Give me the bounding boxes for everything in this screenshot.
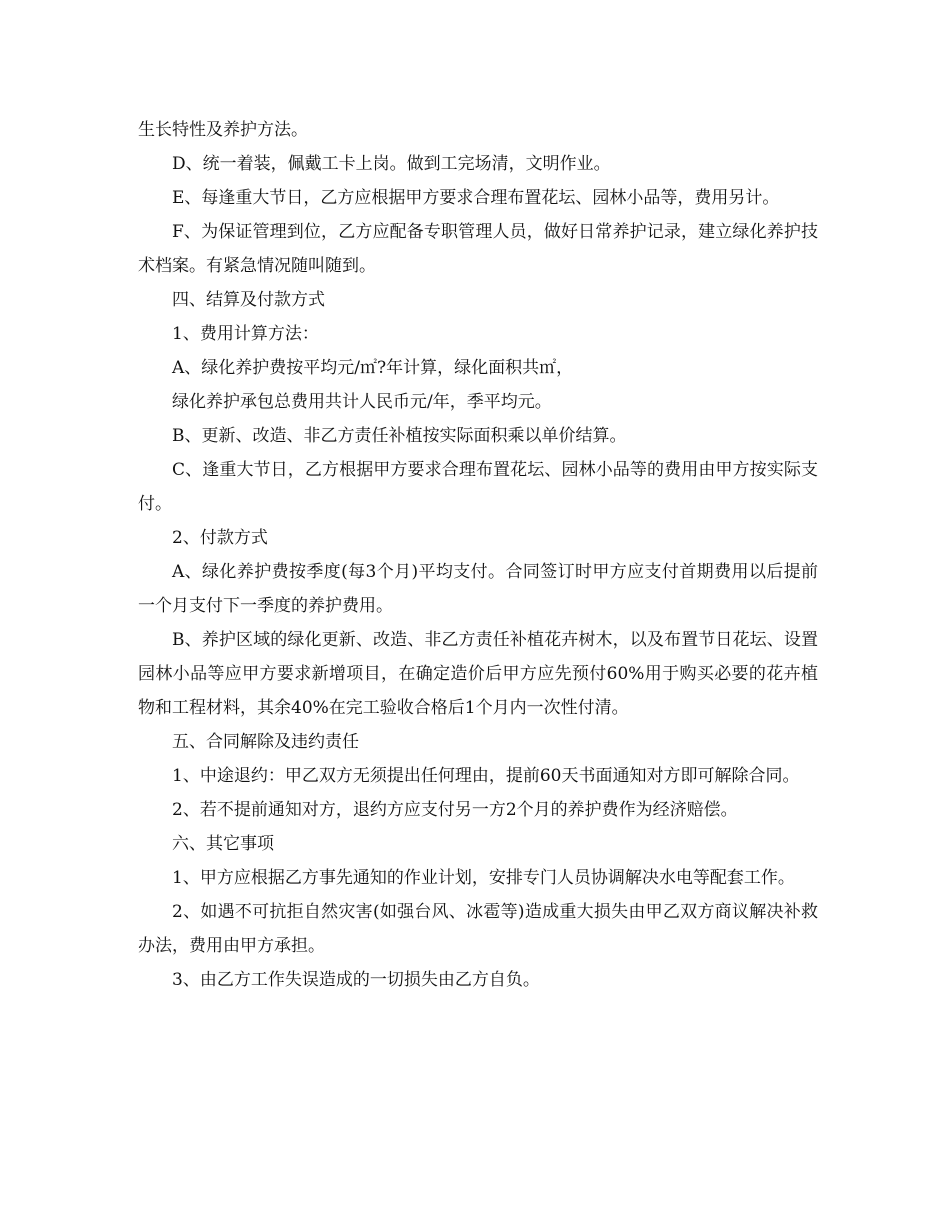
paragraph: E、每逢重大节日，乙方应根据甲方要求合理布置花坛、园林小品等，费用另计。 [172, 188, 780, 208]
paragraph: B、养护区域的绿化更新、改造、非乙方责任补植花卉树木，以及布置节日花坛、设置园林小品等应甲方要求新增项目，在确定造价后甲方应先预付60%用于购买必要的花卉植物和工程材料，其余40%在完工验收合格后1个月内一次性付清。 [138, 630, 818, 718]
paragraph: A、绿化养护费按季度(每3个月)平均支付。合同签订时甲方应支付首期费用以后提前一个月支付下一季度的养护费用。 [138, 562, 818, 616]
paragraph: 3、由乙方工作失误造成的一切损失由乙方自负。 [172, 970, 540, 990]
section-heading: 四、结算及付款方式 [172, 290, 325, 310]
paragraph: 生长特性及养护方法。 [138, 120, 308, 140]
paragraph: 1、甲方应根据乙方事先通知的作业计划，安排专门人员协调解决水电等配套工作。 [172, 868, 795, 888]
paragraph: F、为保证管理到位，乙方应配备专职管理人员，做好日常养护记录，建立绿化养护技术档案。有紧急情况随叫随到。 [138, 222, 818, 276]
paragraph: D、统一着装，佩戴工卡上岗。做到工完场清，文明作业。 [172, 154, 611, 174]
paragraph: A、绿化养护费按平均元/㎡?年计算，绿化面积共㎡， [172, 358, 574, 378]
document-body [138, 113, 818, 997]
paragraph: B、更新、改造、非乙方责任补植按实际面积乘以单价结算。 [172, 426, 627, 446]
paragraph: 1、中途退约：甲乙双方无须提出任何理由，提前60天书面通知对方即可解除合同。 [172, 766, 800, 786]
subsection-heading: 1、费用计算方法： [172, 324, 319, 344]
section-heading: 六、其它事项 [172, 834, 274, 854]
paragraph: C、逢重大节日，乙方根据甲方要求合理布置花坛、园林小品等的费用由甲方按实际支付。 [138, 460, 818, 514]
paragraph: 2、若不提前通知对方，退约方应支付另一方2个月的养护费作为经济赔偿。 [172, 800, 738, 820]
paragraph: 绿化养护承包总费用共计人民币元/年，季平均元。 [172, 392, 552, 412]
section-heading: 五、合同解除及违约责任 [172, 732, 359, 752]
subsection-heading: 2、付款方式 [172, 528, 268, 548]
paragraph: 2、如遇不可抗拒自然灾害(如强台风、冰雹等)造成重大损失由甲乙双方商议解决补救办法，费用由甲方承担。 [138, 902, 818, 956]
